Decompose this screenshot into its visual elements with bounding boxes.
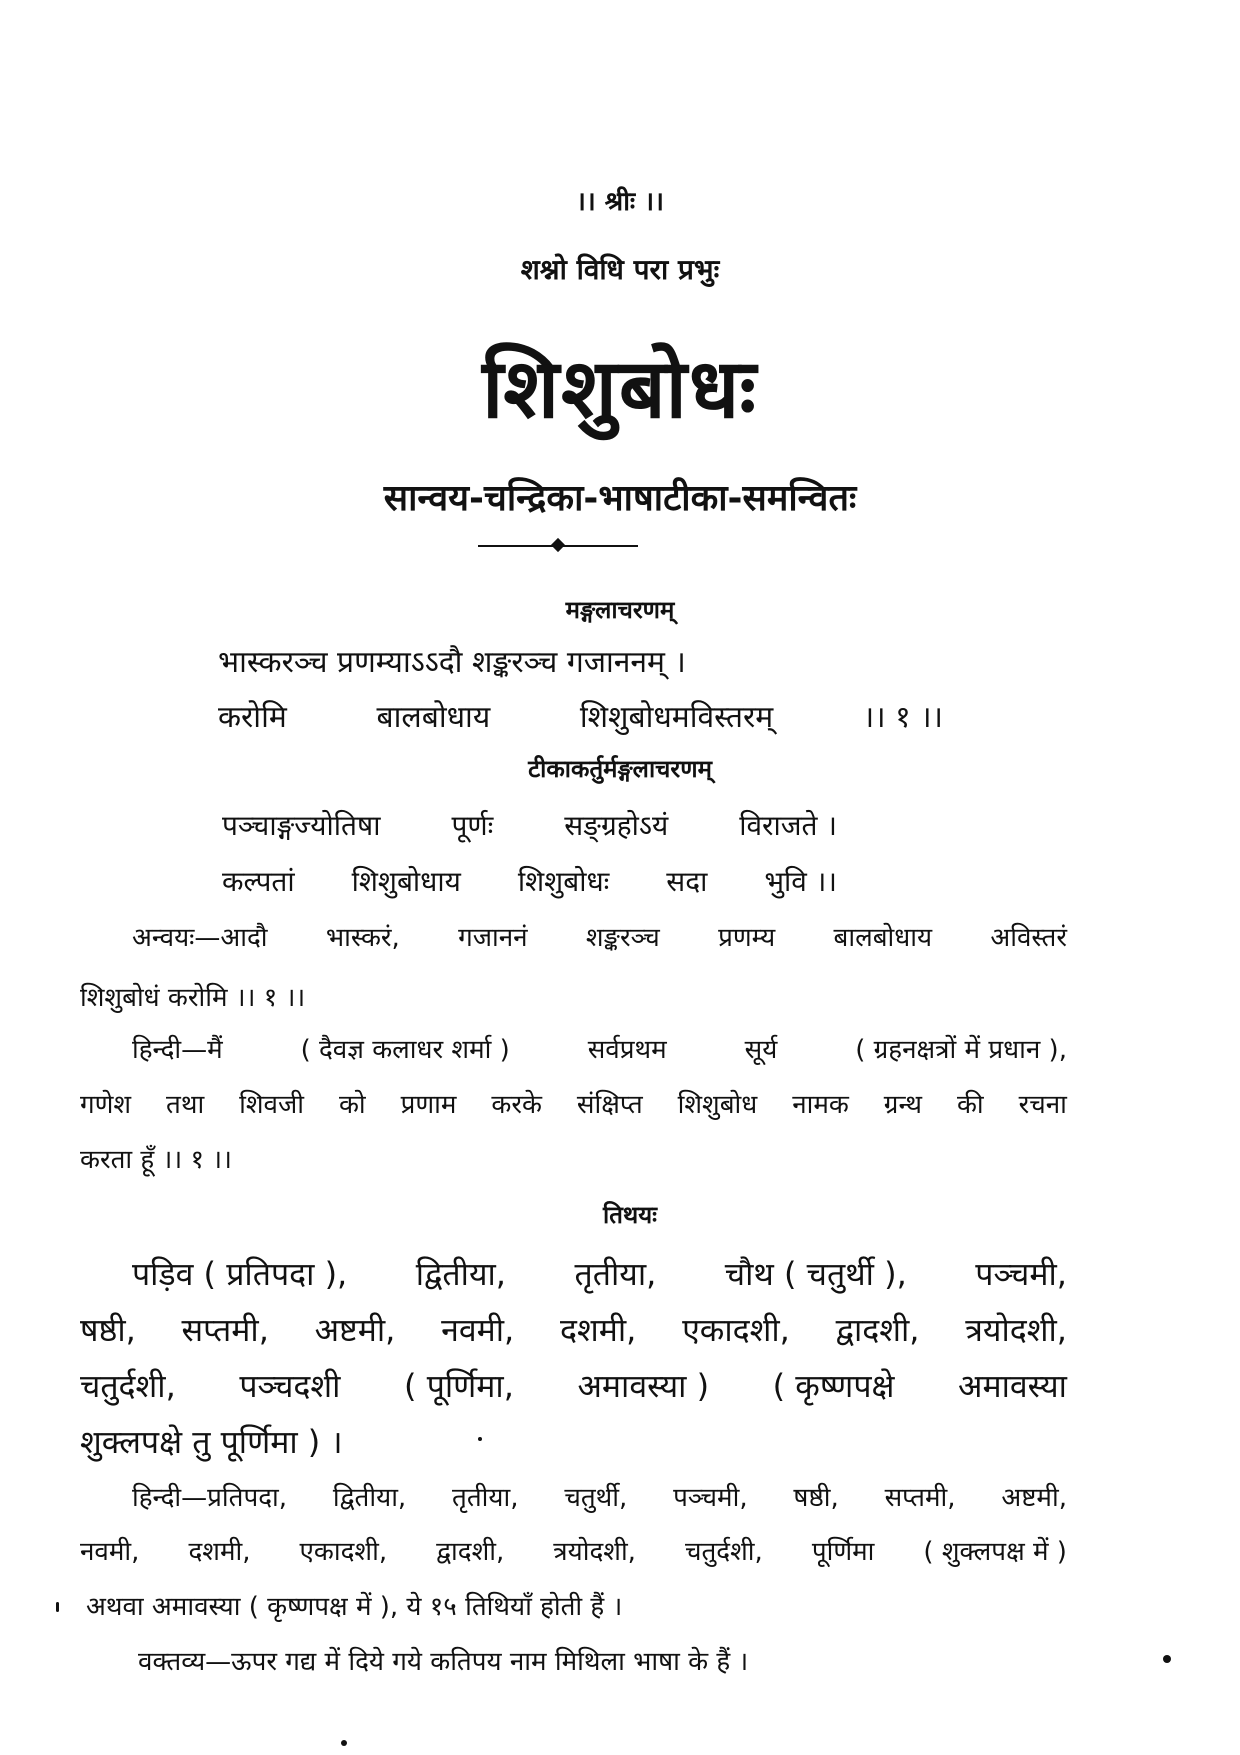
tithi-name: द्वादशी, xyxy=(835,1311,920,1349)
tithi-name: नवमी, xyxy=(80,1537,140,1567)
commentary-word: हिन्दी—मैं xyxy=(132,1035,223,1065)
scan-speck xyxy=(341,1740,347,1746)
verse-word: करोमि xyxy=(218,700,287,735)
commentary-word: रचना xyxy=(1018,1090,1067,1120)
tithi-name: पञ्चमी, xyxy=(975,1255,1067,1293)
verse-word: पञ्चाङ्गज्योतिषा xyxy=(222,809,381,842)
tithi-name: चतुर्दशी, xyxy=(684,1537,763,1567)
verse-word: शिशुबोधमविस्तरम् xyxy=(579,700,774,735)
hindi-commentary-line3: करता हूँ ।। १ ।। xyxy=(80,1145,232,1175)
tithi-name: एकादशी, xyxy=(682,1311,790,1349)
hindi-commentary-line1 xyxy=(132,1030,1067,1066)
commentary-word: गणेश xyxy=(80,1090,132,1120)
anvaya-line2: शिशुबोधं करोमि ।। १ ।। xyxy=(80,983,306,1013)
tithi-name: चतुर्दशी, xyxy=(80,1367,176,1405)
tithi-line1 xyxy=(132,1252,1067,1295)
commentary-word: सूर्य xyxy=(744,1035,778,1065)
tithi-name: द्वितीया, xyxy=(415,1255,506,1293)
tithi-name: सप्तमी, xyxy=(181,1311,269,1349)
tithi-name: षष्ठी, xyxy=(793,1483,839,1513)
tithi-name: पड़िव ( प्रतिपदा ), xyxy=(132,1255,348,1293)
tithi-name: ( कृष्णपक्षे xyxy=(772,1367,895,1405)
tithayah-heading: तिथयः xyxy=(603,1201,657,1229)
mangalacharan-verse-line1: भास्करञ्च प्रणम्याऽऽदौ शङ्करञ्च गजाननम् । xyxy=(218,645,686,680)
tithi-name: तृतीया, xyxy=(452,1483,519,1513)
scan-speck xyxy=(1163,1655,1171,1663)
verse-word: सदा xyxy=(666,865,708,898)
tithi-name: चतुर्थी, xyxy=(564,1483,628,1513)
verse-word: कल्पतां xyxy=(222,865,295,898)
scan-speck xyxy=(56,1602,59,1612)
anvaya-word: गजाननं xyxy=(458,923,528,953)
hindi-tithi-line2 xyxy=(80,1532,1067,1568)
commentary-word: तथा xyxy=(166,1090,205,1120)
tithi-name: अमावस्या ) xyxy=(577,1367,710,1405)
verse-word: विराजते । xyxy=(739,809,837,842)
tithi-name: ( शुक्लपक्ष में ) xyxy=(923,1537,1067,1567)
verse-word: शिशुबोधाय xyxy=(351,865,461,898)
verse-word: पूर्णः xyxy=(451,809,494,842)
tithi-name: अमावस्या xyxy=(958,1367,1067,1405)
tithi-name: पञ्चदशी xyxy=(239,1367,341,1405)
anvaya-word: प्रणम्य xyxy=(718,923,776,953)
shri-invocation: ।। श्रीः ।। xyxy=(576,187,664,217)
tithi-name: तृतीया, xyxy=(574,1255,657,1293)
verse-word: भुवि ।। xyxy=(764,865,837,898)
tithi-name: अष्टमी, xyxy=(1001,1483,1067,1513)
tithi-name: द्वादशी, xyxy=(436,1537,505,1567)
tithi-name: अष्टमी, xyxy=(314,1311,396,1349)
commentary-word: शिशुबोध xyxy=(677,1090,758,1120)
tithi-name: पूर्णिमा xyxy=(811,1537,875,1567)
tithi-line4: शुक्लपक्षे तु पूर्णिमा ) । xyxy=(80,1423,343,1461)
commentary-word: शिवजी xyxy=(239,1090,305,1120)
commentary-word: संक्षिप्त xyxy=(576,1090,643,1120)
commentary-word: प्रणाम xyxy=(400,1090,457,1120)
anvaya-word: अन्वयः—आदौ xyxy=(132,923,268,953)
anvaya-line1 xyxy=(132,918,1067,954)
divider-diamond-icon xyxy=(551,538,565,552)
commentary-word: सर्वप्रथम xyxy=(587,1035,667,1065)
commentary-word: ( दैवज्ञ कलाधर शर्मा ) xyxy=(300,1035,510,1065)
anvaya-word: बालबोधाय xyxy=(833,923,933,953)
tithi-name: चौथ ( चतुर्थी ), xyxy=(724,1255,907,1293)
anvaya-word: अविस्तरं xyxy=(990,923,1067,953)
tithi-name: एकादशी, xyxy=(299,1537,388,1567)
hindi-commentary-line2 xyxy=(80,1085,1067,1121)
commentary-word: ( ग्रहनक्षत्रों में प्रधान ), xyxy=(855,1035,1067,1065)
commentary-word: की xyxy=(956,1090,984,1120)
anvaya-word: शङ्करञ्च xyxy=(585,923,660,953)
anvaya-word: भास्करं, xyxy=(325,923,400,953)
commentary-word: ग्रन्थ xyxy=(883,1090,923,1120)
commentary-word: नामक xyxy=(792,1090,849,1120)
verse-number: ।। १ ।। xyxy=(862,700,943,735)
tithi-line2 xyxy=(80,1308,1067,1351)
tika-verse-line1 xyxy=(222,806,837,844)
book-subtitle: सान्वय-चन्द्रिका-भाषाटीका-समन्वितः xyxy=(383,478,857,519)
tithi-name: षष्ठी, xyxy=(80,1311,136,1349)
opening-invocation: शश्नो विधि परा प्रभुः xyxy=(520,253,720,286)
tithi-name: द्वितीया, xyxy=(332,1483,407,1513)
verse-word: सङ्ग्रहोऽयं xyxy=(564,809,669,842)
tithi-name: नवमी, xyxy=(441,1311,515,1349)
tithi-name: त्रयोदशी, xyxy=(965,1311,1067,1349)
tika-verse-line2 xyxy=(222,862,837,900)
mangalacharan-heading: मङ्गलाचरणम् xyxy=(565,596,675,624)
vaktavya-note: वक्तव्य—ऊपर गद्य में दिये गये कतिपय नाम मिथिला भाषा के हैं । xyxy=(138,1647,749,1677)
hindi-tithi-line3: अथवा अमावस्या ( कृष्णपक्ष में ), ये १५ तिथियाँ होती हैं । xyxy=(86,1592,623,1622)
tithi-name: हिन्दी—प्रतिपदा, xyxy=(132,1483,288,1513)
verse-word: शिशुबोधः xyxy=(517,865,610,898)
tithi-name: त्रयोदशी, xyxy=(553,1537,636,1567)
tithi-name: ( पूर्णिमा, xyxy=(404,1367,514,1405)
verse-word: बालबोधाय xyxy=(376,700,491,735)
hindi-tithi-line1 xyxy=(132,1478,1067,1514)
tithi-name: पञ्चमी, xyxy=(673,1483,748,1513)
tithi-name: दशमी, xyxy=(188,1537,251,1567)
tika-mangalacharan-heading: टीकाकर्तुर्मङ्गलाचरणम् xyxy=(528,755,712,783)
tithi-name: दशमी, xyxy=(559,1311,637,1349)
book-title: शिशुबोधः xyxy=(482,342,758,437)
commentary-word: करके xyxy=(491,1090,542,1120)
commentary-word: को xyxy=(338,1090,366,1120)
mangalacharan-verse-line2 xyxy=(218,695,943,736)
scan-speck xyxy=(478,1437,482,1441)
tithi-name: सप्तमी, xyxy=(884,1483,956,1513)
tithi-line3 xyxy=(80,1364,1067,1407)
